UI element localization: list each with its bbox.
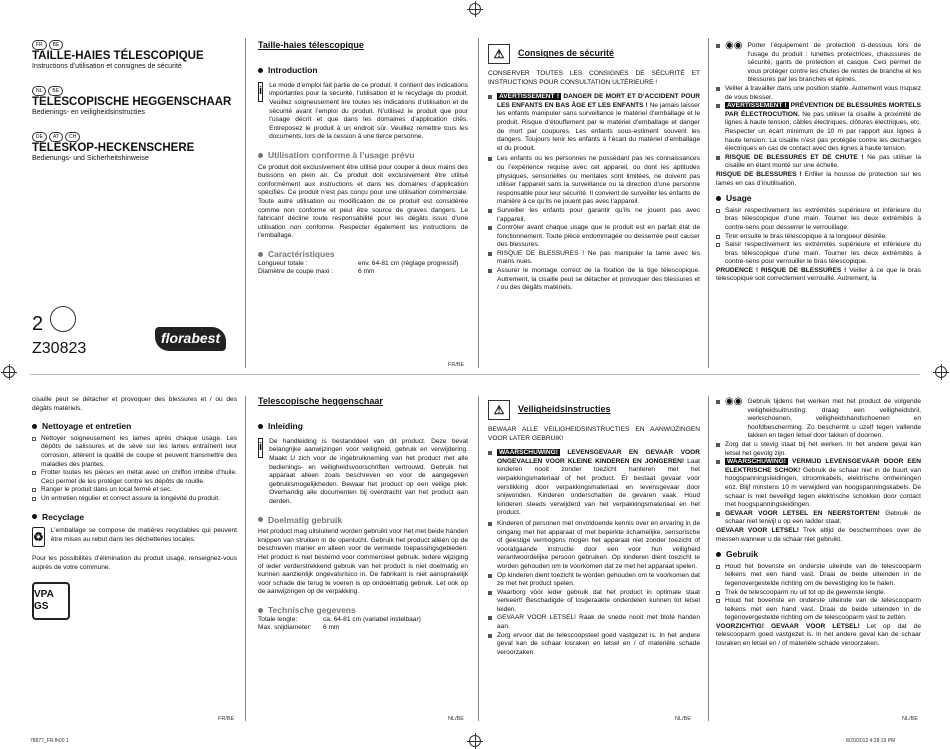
page-divider	[30, 374, 920, 375]
col-divider	[478, 38, 479, 368]
bullet-icon	[716, 443, 720, 447]
registration-mark-left	[3, 366, 15, 378]
bullet-icon	[32, 514, 37, 519]
registration-mark-top	[469, 3, 481, 15]
warning-item	[716, 458, 921, 510]
page-footer: NL/BE	[675, 716, 691, 722]
spec-row	[258, 624, 468, 633]
fr-maintenance-column	[32, 396, 237, 620]
list-item	[716, 233, 921, 242]
warning-text: Laat kinderen nooit zonder toezicht hanteren met het verpakkingsmateriaal of het product. Er bestaat gevaar voor verstikking door verpakkingsmateriaal en levensgevaar door snijwonden. Kinderen onderschatten de gevaren vaak. Houd kinderen steeds verwijderd van het verpakkingsmateriaal en het product.	[497, 457, 700, 517]
col-divider	[708, 38, 709, 368]
spec-label: Longueur totale :	[258, 259, 308, 267]
list-item	[488, 572, 700, 589]
caution-label: PRUDENCE ! RISQUE DE BLESSURES !	[716, 266, 847, 274]
list-item	[488, 614, 700, 631]
spec-value: ca. 64-81 cm (variabel instelbaar)	[323, 615, 421, 623]
usage-text: Ce produit doit exclusivement être utilisé pour couper à deux mains des buissons en plein air. Ce produit doit exclusivement être utilisé conformément aux instructions et dans les domaines d’application spécifiés. Ce produit n’est pas conçu pour une utilisation commerciale. Toute autre utilisation ou modification de ce produit est considérée comme non conforme et peut être source de graves dangers. Le fabricant décline toute responsabilité pour les dégâts issus d’une utilisation non conforme. Respecter également les instructions de l’emballage.	[258, 163, 468, 240]
continued-text: cisaille peut se détacher et provoquer des blessures et / ou des dégâts matériels.	[32, 396, 237, 412]
bullet-icon	[488, 522, 492, 526]
list-item	[716, 85, 921, 102]
warning-title: DANGER DE MORT ET D’ACCIDENT POUR LES ENFANTS EN BAS ÂGE ET LES ENFANTS !	[497, 93, 700, 109]
risk-line	[716, 527, 921, 544]
caution-text: Veiller à ce que le bras télescopique soit correctement verrouillé. Autrement, la	[716, 266, 921, 283]
lang-badge: CH	[65, 132, 80, 142]
list-text: Tirer ensuite le bras télescopique à la longueur désirée.	[725, 232, 888, 240]
checkbox-icon	[32, 488, 36, 492]
col-divider	[245, 38, 246, 368]
fr-safety-column-2	[716, 42, 921, 284]
keep-instructions: BEWAAR ALLE VEILIGHEIDSINSTRUCTIES EN AANWIJZINGEN VOOR LATER GEBRUIK!	[488, 426, 700, 442]
lang-block-fr	[32, 40, 237, 72]
warning-title: VERMIJD LEVENSGEVAAR DOOR EEN ELEKTRISCHE SCHOK!	[725, 458, 921, 474]
list-text: Op kinderen dient toezicht te worden gehouden om te voorkomen dat ze met het product spelen.	[497, 571, 700, 588]
bullet-icon	[488, 591, 492, 595]
checkbox-icon	[716, 591, 720, 595]
bullet-icon	[716, 460, 720, 464]
spec-label: Max. snijdiameter:	[258, 624, 312, 632]
bullet-icon	[258, 252, 263, 257]
nl-safety-column-2	[716, 398, 921, 649]
list-text: Un entretien régulier et correct assure la longévité du produit.	[41, 494, 220, 502]
list-text: Nettoyer soigneusement les lames après chaque usage. Les dépôts de salissures et de sève sur les lames entraînent leur corrosion, altèrent la qualité de coupe et peuvent transmettre des maladies des plantes.	[41, 434, 237, 468]
use-text: Het product mag uitsluitend worden gebruikt voor het met beide handen knippen van struiken in de openlucht. Gebruik het product alléén op de beschreven manier en alleen voor de vermelde toepassingsgebieden. Het product is niet bestemd voor commercieel gebruik. Iedere wijziging of ieder verderstrekkend gebruik van het product is niet doelmatig en kunnen aanzienlijk ongevalsrisico in. De fabrikant is niet aansprakelijk voor schade die terug te voeren is op ondoelmatig gebruik. Let ook op de aanwijzingen op de verpakking.	[258, 528, 468, 596]
tech-heading	[258, 605, 468, 616]
spec-row	[258, 268, 468, 277]
list-text: Contrôler avant chaque usage que le produit est en parfait état de fonctionnement. Toute pièce endommagée ou desserrée peut causer des blessures.	[497, 224, 700, 249]
list-text: Houd het bovenste en onderste uiteinde van de telescooparm telkens met een hand vast. Draai de beide uiteinden in de tegenovergestelde richting om de telescooparm vast te zetten.	[725, 597, 921, 622]
col-divider	[245, 396, 246, 721]
list-text: Veiller à travailler dans une position stable. Autrement vous risquez de vous blesser.	[725, 84, 921, 101]
use-heading	[258, 515, 468, 526]
lang-subtitle: Instructions d’utilisation et consignes de sécurité	[32, 63, 182, 70]
list-item	[488, 632, 700, 658]
list-item	[716, 563, 921, 589]
list-text: Waarborg vóór ieder gebruik dat het product in optimale staat verkeert! Beschadigde of losgeraakte onderdelen kunnen tot letsel leiden.	[497, 588, 700, 613]
warning-title: LEVENSGEVAAR EN GEVAAR VOOR ONGEVALLEN VOOR KLEINE KINDEREN EN JONGEREN!	[497, 449, 700, 465]
list-item	[716, 207, 921, 233]
checkbox-icon	[716, 599, 720, 603]
bullet-icon	[716, 44, 720, 48]
warning-title: PRÉVENTION DE BLESSURES MORTELS PAR ÉLECTROCUTION.	[725, 102, 921, 118]
registration-mark-bottom	[469, 735, 481, 747]
registration-mark-right	[935, 366, 947, 378]
fall-title: RISQUE DE BLESSURES ET DE CHUTE !	[725, 153, 864, 161]
specs-heading	[258, 249, 468, 260]
spec-label: Diamètre de coupe maxi :	[258, 268, 334, 276]
bullet-icon	[258, 608, 263, 613]
bullet-icon	[716, 196, 721, 201]
bullet-icon	[716, 512, 720, 516]
risk-label: GEVAAR VOOR LETSEL!	[716, 526, 799, 534]
model-number: Z30823	[32, 340, 87, 357]
warning-label: WAARSCHUWING!	[499, 449, 558, 457]
caution-line	[716, 623, 921, 649]
bullet-icon	[488, 209, 492, 213]
list-item	[716, 510, 921, 527]
bullet-icon	[488, 574, 492, 578]
list-item	[488, 207, 700, 224]
warning-text: Ne pas utiliser la cisaille à proximité de lignes à haute tension, câbles électriques, clôtures électriques, etc. Respecter un écart minimum de 10 m par rapport aux lignes à haute tension. La cisaille n’est pas protégée contre les décharges électriques en cas de contact avec des lignes à haute tension.	[725, 110, 921, 153]
lang-title: TELESCOPISCHE HEGGENSCHAAR	[32, 95, 232, 108]
page-footer: FR/BE	[218, 716, 235, 722]
spec-value: 6 mm	[358, 268, 375, 276]
circle-mark	[50, 306, 76, 332]
warning-item	[488, 449, 700, 518]
warning-label: AVERTISSEMENT !	[499, 93, 560, 101]
bullet-icon	[258, 517, 263, 522]
list-item	[716, 42, 921, 85]
recycle-icon: ♻	[32, 527, 45, 547]
ppe-icon: ◉◉	[725, 396, 743, 407]
bullet-icon	[488, 269, 492, 273]
lang-subtitle: Bedienungs- und Sicherheitshinweise	[32, 154, 149, 162]
list-item	[716, 241, 921, 267]
lang-title: TELESKOP-HECKENSCHERE	[32, 141, 195, 154]
warning-text: Gebruik de schaar niet in de buurt van hoogspanningsleidingen, stroomkabels, elektrische omheiningen enz. Blijf minstens 10 m verwijderd van hoogspanningskabels. De schaar is niet beveiligd tegen elektrische schokken door contact met hoogspanningsleidingen.	[725, 466, 922, 509]
cover-column	[32, 40, 237, 163]
recycle-text: L’emballage se compose de matières recyclables qui peuvent être mises au rebut dans les déchetteries locales.	[50, 527, 237, 543]
lang-block-de	[32, 132, 237, 164]
page-number: 2	[32, 313, 44, 335]
list-item	[716, 154, 921, 171]
risk-text: Enfiler la housse de protection sur les lames en cas d’inutilisation.	[716, 170, 921, 187]
list-text: GEVAAR VOOR LETSEL! Raak de snede nooit met blote handen aan.	[497, 614, 700, 631]
list-item	[488, 224, 700, 250]
risk-line	[716, 171, 921, 188]
fall-text: Ne pas utiliser la cisaille en étant monté sur une échelle.	[725, 153, 921, 170]
list-item	[716, 441, 921, 458]
bullet-icon	[488, 95, 492, 99]
risk-text: Trek altijd de beschermhoes over de messen wanneer u de schaar niet gebruikt.	[716, 526, 921, 543]
list-text: Frotter toutes les pièces en métal avec un chiffon imbibé d’huile. Ceci permet de les protéger contre les dépôts de rouille.	[41, 469, 237, 485]
lang-title: TAILLE-HAIES TÉLESCOPIQUE	[32, 50, 204, 62]
bullet-icon	[32, 424, 37, 429]
warning-label: AVERTISSEMENT !	[727, 102, 787, 110]
lang-badge: BE	[49, 40, 64, 50]
bullet-icon	[716, 104, 720, 108]
bullet-icon	[488, 252, 492, 256]
fall-title: GEVAAR VOOR LETSEL EN NEERSTORTEN!	[725, 509, 880, 517]
checkbox-icon	[716, 235, 720, 239]
lang-badge: FR	[32, 40, 47, 50]
section-title: Veiligheidsinstructies	[518, 404, 611, 415]
warning-icon: ⚠	[488, 400, 510, 420]
bullet-icon	[488, 226, 492, 230]
intro-heading	[258, 421, 468, 432]
bullet-icon	[716, 400, 720, 404]
checkbox-icon	[32, 471, 36, 475]
list-text: Assurer le montage correct de la fixation de la tige télescopique. Autrement, la cisaille peut se détacher et provoquer des blessures et / ou des dégâts matériels.	[497, 267, 700, 292]
caution-line	[716, 267, 921, 284]
list-item	[32, 435, 237, 469]
page-footer: NL/BE	[448, 716, 464, 722]
list-text: RISQUE DE BLESSURES ! Ne pas manipuler la lame avec les mains nues.	[497, 249, 700, 266]
list-text: Saisir respectivement les extrémités supérieure et inférieure du bras télescopique d’une main. Tourner les deux extrémités à contre-sens pour verrouiller le bras télescopique.	[725, 241, 921, 266]
warning-icon: ⚠	[488, 44, 510, 64]
fall-text: Gebruik de schaar niet terwijl u op een ladder staat.	[725, 509, 921, 526]
usage-heading	[716, 193, 921, 204]
list-text: Surveiller les enfants pour garantir qu’ils ne jouent pas avec l’appareil.	[497, 206, 700, 223]
list-text: Zorg ervoor dat de telescoopsteel goed vastgezet is. In het andere geval kan de schaar losraken en letsel en / of materiële schade veroorzaken.	[497, 631, 700, 656]
bullet-icon	[488, 451, 492, 455]
heading-text: Doelmatig gebruik	[268, 514, 343, 525]
bullet-icon	[488, 634, 492, 638]
spec-label: Totale lengte:	[258, 615, 298, 623]
list-text: Les enfants ou les personnes ne possédant pas les connaissances ou l’expérience requise avec cet appareil, ou dont les aptitudes physiques, sensorielles ou mentales sont limitées, ne doivent pas utiliser l’appareil sans la surveillance ou la direction d’une personne responsable pour leur sécurité. Il convient de surveiller les enfants de manière à ce qu’ils ne jouent pas avec l’appareil.	[497, 155, 700, 206]
intro-heading	[258, 65, 468, 76]
checkbox-icon	[716, 209, 720, 213]
nl-safety-column	[488, 400, 700, 657]
list-item	[488, 155, 700, 207]
list-text: Kinderen of personen met onvoldoende kennis over en ervaring in de omgang met het apparaat of met beperkte lichamelijke, sensorische of geestige vermogens mogen het apparaat niet zonder toezicht of voorafgaande instructie door een voor hun veiligheid verantwoordelijke persoon gebruiken. Op kinderen dient toezicht te worden gehouden om te voorkomen dat ze met het apparaat spelen.	[497, 519, 700, 570]
bullet-icon	[258, 424, 263, 429]
info-icon: i	[258, 438, 263, 458]
list-item	[488, 250, 700, 267]
recycle-text-2: Pour les possibilités d’élimination du produit usagé, renseignez-vous auprès de votre commune.	[32, 555, 237, 571]
lang-badge: NL	[32, 86, 46, 96]
list-item	[716, 398, 921, 441]
bullet-icon	[258, 68, 263, 73]
bullet-icon	[716, 87, 720, 91]
heading-text: Recyclage	[42, 511, 85, 522]
heading-text: Utilisation conforme à l’usage prévu	[268, 150, 415, 161]
intro-text: De handleiding is bestanddeel van dit product. Deze bevat belangrijke aanwijzingen voor veiligheid, gebruik en verwijdering. Maakt U zich voor de ingebruikneming van het product met alle bedienings- en veiligheidsvoorschriften vertrouwd. Gebruik het apparaat alleen zoals beschreven en voor de aangegeven gebruiksmogelijkheden. Bewaar het product op een veilige plek. Overhandig alle documenten bij overdracht van het product aan derden.	[269, 437, 468, 506]
list-text: Porter l’équipement de protection ci-dessous lors de l’usage du produit : lunettes protectrices, chaussures de sécurité, gants de protection et casque. Ceci permet de vous protéger contre les chutes de restes de branche et les blessures par les branches et épines.	[747, 42, 921, 84]
clean-heading	[32, 421, 237, 432]
bullet-icon	[488, 157, 492, 161]
heading-text: Technische gegevens	[268, 605, 356, 615]
bullet-icon	[488, 616, 492, 620]
list-text: Saisir respectivement les extrémités supérieure et inférieure du bras télescopique d’une main. Tourner les deux extrémités à contre-sens pour desserrer le verrouillage.	[725, 206, 921, 231]
heading-text: Usage	[726, 193, 752, 204]
intro-text: Le mode d’emploi fait partie de ce produit. Il contient des indications importantes pour la sécurité, l’utilisation et le recyclage du produit. Veuillez soigneusement lire toutes les indications d’utilisation et de sécurité avant l’emploi du produit. N’utilisez le produit que pour l’usage décrit et que dans les domaines d’application cités. Entreposez le produit à un endroit sûr. Veuillez remettre tous les documents, lors de la cession à une tierce personne.	[269, 81, 468, 141]
nl-intro-column	[258, 396, 468, 633]
list-text: Trek de telescooparm nu uit tot op de gewenste lengte.	[725, 588, 886, 596]
bullet-icon	[716, 552, 721, 557]
usage-heading	[716, 549, 921, 560]
warning-text: Ne jamais laisser les enfants manipuler sans surveillance le matériel d’emballage et le produit. Risque d’étouffement par le matériel d’emballage et danger de mort par coupures. Les enfants sous-estiment souvent les dangers. Toujours tenir les enfants à l’écart du matériel d’emballage et du produit.	[497, 101, 700, 152]
usage-heading	[258, 150, 468, 161]
keep-instructions: CONSERVER TOUTES LES CONSIGNES DE SÉCURITÉ ET INSTRUCTIONS POUR CONSULTATION ULTÉRIEURE !	[488, 70, 700, 86]
imprint-file: 78877_FR.fh00 1	[30, 738, 69, 744]
list-item	[716, 597, 921, 623]
spec-row	[258, 616, 468, 625]
section-title: Consignes de sécurité	[518, 48, 615, 59]
fr-intro-column	[258, 40, 468, 277]
list-item	[32, 495, 237, 504]
spec-value: 6 mm	[323, 624, 340, 632]
spec-value: env. 64-81 cm (réglage progressif)	[358, 259, 459, 267]
caution-label: VOORZICHTIG! GEVAAR VOOR LETSEL!	[716, 622, 860, 630]
recycle-heading	[32, 512, 237, 523]
lang-subtitle: Bedienings- en veiligheidsinstructies	[32, 108, 145, 116]
info-icon: i	[258, 82, 263, 102]
florabest-logo: florabest	[155, 327, 226, 351]
list-text: Ranger le produit dans un local fermé et sec.	[41, 486, 173, 494]
checkbox-icon	[716, 565, 720, 569]
list-item	[32, 486, 237, 495]
col-divider	[708, 396, 709, 721]
list-text: Zorg dat u stevig staat bij het werken. In het andere geval kan letsel het gevolg zijn.	[725, 440, 921, 457]
bullet-icon	[258, 153, 263, 158]
spec-row	[258, 260, 468, 269]
fr-safety-column	[488, 44, 700, 293]
col-divider	[478, 396, 479, 721]
list-item	[716, 589, 921, 598]
heading-text: Nettoyage et entretien	[42, 421, 132, 432]
heading-text: Inleiding	[268, 421, 303, 432]
checkbox-icon	[32, 437, 36, 441]
list-item	[488, 267, 700, 293]
lang-block-nl	[32, 86, 237, 118]
risk-label: RISQUE DE BLESSURES !	[716, 170, 802, 178]
list-item	[488, 589, 700, 615]
imprint-date: 8/20/2012 4:28:19 PM	[846, 738, 896, 744]
checkbox-icon	[32, 497, 36, 501]
list-item	[488, 520, 700, 572]
warning-item	[716, 102, 921, 154]
section-title: Telescopische heggenschaar	[258, 396, 383, 406]
lang-badge: DE	[32, 132, 47, 142]
warning-item	[488, 93, 700, 153]
list-text: Gebruik tijdens het werken met het product de volgende veiligheidsuitrusting: draag een veiligheidsbril, werkschoenen, veiligheidshandschoenen en hoofdbescherming. Zo beschermt u uzelf tegen vallende takken en tegen letsel door takken of doornen.	[747, 398, 921, 440]
list-item	[32, 469, 237, 486]
section-title: Taille-haies télescopique	[258, 40, 364, 50]
list-text: Houd het bovenste en onderste uiteinde van de telescooparm telkens met een hand vast. Draai de beide uiteinden in de tegenovergestelde richting om de bevestiging los te halen.	[725, 562, 921, 587]
warning-label: WAARSCHUWING!	[727, 458, 786, 466]
heading-text: Introduction	[268, 65, 318, 76]
caution-text: Let op dat de telescooparm goed vastgezet is. In het andere geval kan de schaar losraken en letsel en / of materiële schade veroorzaken.	[716, 622, 921, 648]
checkbox-icon	[716, 243, 720, 247]
page-footer: NL/BE	[902, 716, 918, 722]
bullet-icon	[716, 156, 720, 160]
heading-text: Caractéristiques	[268, 249, 335, 259]
lang-badge: AT	[49, 132, 63, 142]
gs-certificate-icon: VPA GS	[32, 582, 70, 620]
page-footer: FR/BE	[448, 362, 465, 368]
lang-badge: BE	[48, 86, 63, 96]
heading-text: Gebruik	[726, 549, 759, 560]
ppe-icon: ◉◉	[725, 40, 743, 51]
